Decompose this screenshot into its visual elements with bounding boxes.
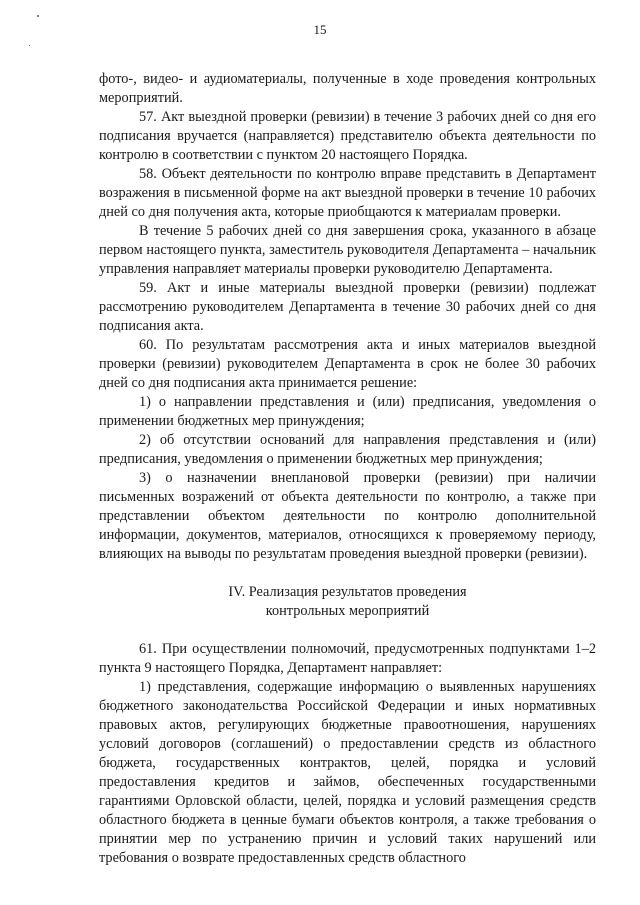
paragraph: фото-, видео- и аудиоматериалы, полученные в ходе проведения контрольных мероприятий. (99, 71, 596, 106)
paragraph: 60. По результатам рассмотрения акта и иных материалов выездной проверки (ревизии) руководителем Департамента в срок не более 30 рабочих дней со дня подписания акта принимается решение: (99, 337, 596, 391)
paragraphs-after (99, 640, 596, 868)
section-heading (99, 583, 596, 621)
paragraph: 2) об отсутствии оснований для направления представления и (или) предписания, уведомления о применении бюджетных мер принуждения; (99, 432, 596, 467)
paragraph: 57. Акт выездной проверки (ревизии) в течение 3 рабочих дней со дня его подписания вручается (направляется) представителю объекта деятельности по контролю в соответствии с пунктом 20 настоящего Порядка. (99, 109, 596, 163)
page-number: 15 (313, 22, 327, 37)
paragraph: 59. Акт и иные материалы выездной проверки (ревизии) подлежат рассмотрению руководителем Департамента в течение 30 рабочих дней со дня подписания акта. (99, 280, 596, 334)
paragraphs-before (99, 70, 596, 564)
scan-speck (29, 45, 30, 46)
paragraph: 1) представления, содержащие информацию о выявленных нарушениях бюджетного законодательства Российской Федерации и иных нормативных правовых актов, регулирующих бюджетные правоотношения, нарушениях условий договоров (соглашений) о предоставлении средств из областного бюджета, государственных контрактов, целей, порядка и условий предоставления кредитов и займов, обеспеченных государственными гарантиями Орловской области, целей, порядка и условий размещения средств областного бюджета в ценные бумаги объектов контроля, а также требования о принятии мер по устранению причин и условий таких нарушений или требования о возврате предоставленных средств областного (99, 679, 596, 866)
section-heading-line1: IV. Реализация результатов проведения (228, 584, 467, 600)
paragraph: 3) о назначении внеплановой проверки (ревизии) при наличии письменных возражений от объекта деятельности по контролю, а также при представлении объектом деятельности по контролю дополнительной информации, документов, материалов, относящихся к проверяемому периоду, влияющих на выводы по результатам проведения выездной проверки (ревизии). (99, 470, 596, 562)
document-body (99, 70, 596, 868)
section-heading-line2: контрольных мероприятий (265, 603, 430, 619)
paragraph: В течение 5 рабочих дней со дня завершения срока, указанного в абзаце первом настоящего пункта, заместитель руководителя Департамента – начальник управления направляет материалы проверки руководителю Департамента. (99, 223, 596, 277)
paragraph: 1) о направлении представления и (или) предписания, уведомления о применении бюджетных мер принуждения; (99, 394, 596, 429)
scan-speck (37, 15, 39, 17)
paragraph: 61. При осуществлении полномочий, предусмотренных подпунктами 1–2 пункта 9 настоящего Порядка, Департамент направляет: (99, 641, 596, 676)
paragraph: 58. Объект деятельности по контролю вправе представить в Департамент возражения в письменной форме на акт выездной проверки в течение 10 рабочих дней со дня получения акта, которые приобщаются к материалам проверки. (99, 166, 596, 220)
